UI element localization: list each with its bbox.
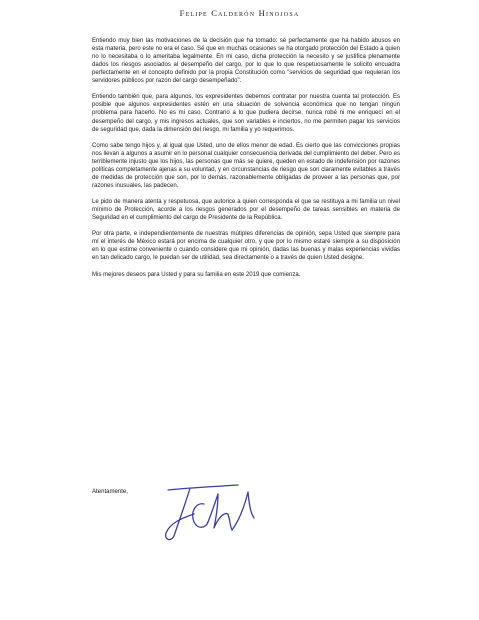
letter-body: [92, 37, 400, 287]
signature-stroke-h: [208, 494, 232, 530]
paragraph-motivations: Entiendo muy bien las motivaciones de la decisión que ha tomado: sé perfectamente que ha habido abusos en esta materia, pero este no era el caso. Sé que en muchas ocasiones se ha otorgado protección del Estado a quien no lo necesitaba o lo ameritaba legalmente. En mi caso, dicha protección la necesito y se justifica plenamente dados los riesgos asociados al desempeño del cargo, por lo que lo que respetuosamente le solicito encuadra perfectamente en el concepto definido por la propia Constitución como "servicios de seguridad que requieran los servidores públicos por razón del cargo desempeñado".: [92, 38, 400, 85]
signature-stroke-f: [166, 488, 194, 540]
signature-stroke-top: [168, 485, 238, 490]
paragraph-children: Como sabe tengo hijos y, al igual que Usted, uno de ellos menor de edad. Es cierto que las convicciones propias nos llevan a algunos a asumir en lo personal cualquier consecuencia derivada del cumplimiento del deber. Pero es terriblemente injusto que los hijos, las personas que más se quiere, queden en estado de indefensión por razones políticas completamente ajenas a su voluntad, y en circunstancias de riesgo que son claramente evitables a través de medidas de protección que son, por lo demás, razonablemente obligadas de proveer a las personas que, por razones inusuales, las padecen.: [92, 142, 400, 189]
paragraph-differences: Por otra parte, e independientemente de nuestras mútiples diferencias de opinión, sepa Usted que siempre para mí el interés de México estará por encima de cualquier otro, y que por lo mismo estaré siempre a su disposición en lo que estime conveniente o cuando considere que mi opinión, dadas las buenas y malas experiencias vividas en tan delicado cargo, le puedan ser de utilidad, sea directamente o a través de quien Usted designe.: [92, 231, 400, 262]
signature-stroke-tail: [232, 492, 254, 530]
closing-salutation: Atentamente,: [92, 489, 128, 495]
signature-stroke-c: [193, 504, 208, 528]
letterhead-name: Felipe Calderón Hinojosa: [179, 8, 300, 18]
paragraph-wishes: Mis mejores deseos para Usted y para su familia en este 2019 que comienza.: [92, 271, 301, 278]
handwritten-signature: [146, 478, 264, 548]
paragraph-solvency: Entiendo también que, para algunos, los expresidentes debemos contratar por nuestra cuenta tal protección. Es posible que algunos expresidentes estén en una situación de solvencia económica que no tengan ningún problema para hacerlo. No es mi caso. Contrario a lo que pudiera decirse, nunca robé ni me enriquecí en el desempeño del cargo, y mis ingresos actuales, que son variables e inciertos, no me permiten pagar los servicios de seguridad que, dada la dimensión del riesgo, mi familia y yo requerimos.: [92, 94, 400, 133]
paragraph-request: Le pido de manera atenta y respetuosa, que autorice a quien corresponda el que se restituya a mi familia un nivel mínimo de Protección, acorde a los riesgos generados por el desempeño de tareas sensibles en materia de Seguridad en el cumplimiento del cargo de Presidente de la República.: [92, 199, 400, 222]
